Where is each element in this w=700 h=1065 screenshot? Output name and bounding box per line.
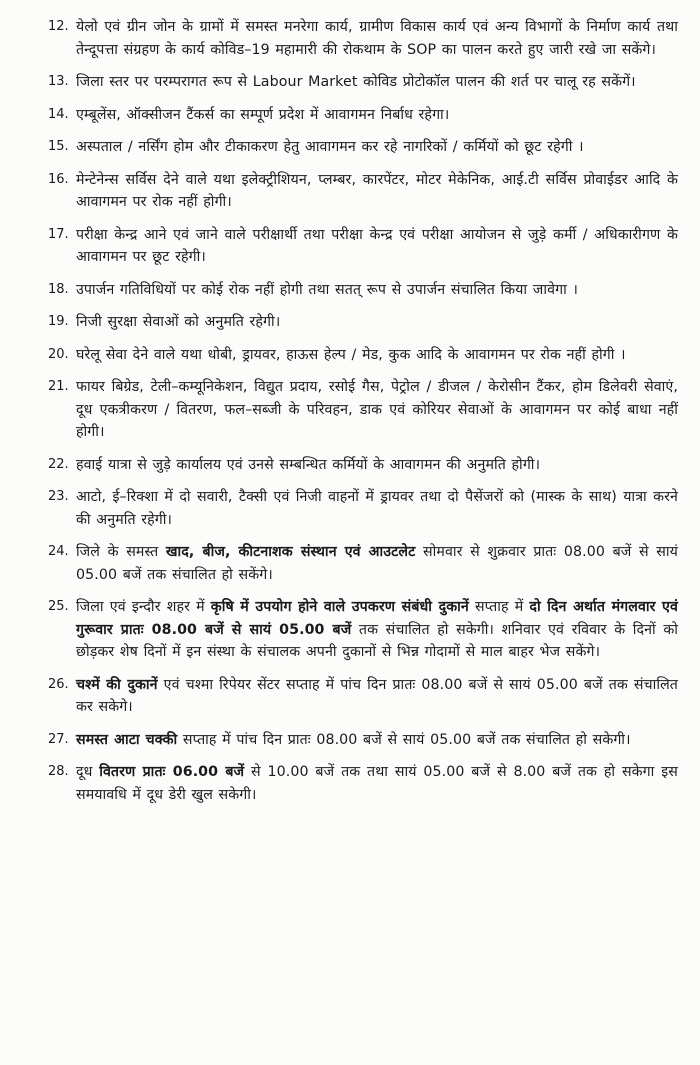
text-segment: घरेलू सेवा देने वाले यथा धोबी, ड्रायवर, हाऊस हेल्प / मेड, कुक आदि के आवागमन पर रोक नहीं होगी । <box>76 346 626 363</box>
text-segment: निजी सुरक्षा सेवाओं को अनुमति रहेगी। <box>76 314 281 330</box>
emphasis-text: कृषि में उपयोग होने वाले उपकरण संबंधी दुकानें <box>210 599 469 615</box>
order-item <box>48 761 678 806</box>
text-segment: से 10.00 बजें तक तथा सायं 05.00 बजें से 8.00 बजें तक हो सकेगा इस समयावधि में दूध डेरी खुल सकेगी। <box>76 764 678 803</box>
text-segment: येलो एवं ग्रीन जोन के ग्रामों में समस्त मनरेगा कार्य, ग्रामीण विकास कार्य एवं अन्य विभागों के निर्माण कार्य तथा तेन्दूपत्ता संग्रहण के कार्य कोविड–19 महामारी की रोकथाम के SOP का पालन करते हुए जारी रखे जा सकेंगे। <box>76 19 678 58</box>
text-segment: मेन्टेनेन्स सर्विस देने वाले यथा इलेक्ट्रीशियन, प्लम्बर, कारपेंटर, मोटर मेकेनिक, आई.टी सर्विस प्रोवाईडर आदि के आवागमन पर रोक नहीं होगी। <box>76 171 678 210</box>
item-text <box>76 454 678 477</box>
order-item <box>48 486 678 531</box>
emphasis-text: दो दिन अर्थात मंगलवार एवं गुरूवार प्रातः 08.00 बजें से सायं 05.00 बजें <box>76 599 678 638</box>
item-number: 28. <box>48 764 69 779</box>
order-item <box>48 104 678 127</box>
text-segment: जिला एवं इन्दौर शहर में <box>76 599 211 615</box>
item-number: 17. <box>48 226 69 242</box>
text-segment: तक संचालित हो सकेगी। शनिवार एवं रविवार के दिनों को छोड़कर शेष दिनों में इन संस्था के संचालक अपनी दुकानों से भिन्न गोदामों से माल बाहर भेज सकेंगे। <box>76 621 678 660</box>
item-number: 26. <box>48 676 69 692</box>
order-item <box>48 541 678 586</box>
text-segment: सप्ताह में पांच दिन प्रातः 08.00 बजें से सायं 05.00 बजें तक संचालित हो सकेगी। <box>177 731 631 748</box>
item-text <box>76 596 678 664</box>
order-item <box>48 311 678 334</box>
emphasis-text: वितरण प्रातः 06.00 बजें <box>99 764 245 780</box>
text-segment: फायर बिग्रेड, टेली–कम्यूनिकेशन, विद्युत प्रदाय, रसोई गैस, पेट्रोल / डीजल / केरोसीन टैंकर, होम डिलेवरी सेवाएं, दूध एकत्रीकरण / वितरण, फल–सब्जी के परिवहन, डाक एवं कोरियर सेवाओं के आवागमन पर कोई बाधा नहीं होगी। <box>76 379 678 440</box>
emphasis-text: खाद, बीज, कीटनाशक संस्थान एवं आउटलेट <box>165 544 416 560</box>
text-segment: जिला स्तर पर परम्परागत रूप से Labour Market कोविड प्रोटोकॉल पालन की शर्त पर चालू रह सकेंगें। <box>76 74 636 90</box>
text-segment: सप्ताह में <box>468 599 530 615</box>
text-segment: एम्बूलेंस, ऑक्सीजन टैंकर्स का सम्पूर्ण प्रदेश में आवागमन निर्बाध रहेगा। <box>76 106 450 123</box>
emphasis-text: समस्त आटा चक्की <box>76 731 178 748</box>
text-segment: जिले के समस्त <box>76 544 166 560</box>
order-item <box>48 71 678 94</box>
text-segment: एवं चश्मा रिपेयर सेंटर सप्ताह में पांच दिन प्रातः 08.00 बजें से सायं 05.00 बजें तक संचालित कर सकेगे। <box>76 676 678 715</box>
text-segment: दूध <box>76 764 100 780</box>
item-number: 15. <box>48 139 69 154</box>
text-segment: उपार्जन गतिविधियों पर कोई रोक नहीं होगी तथा सतत् रूप से उपार्जन संचालित किया जावेगा । <box>76 281 578 298</box>
item-text <box>76 729 678 752</box>
order-item <box>48 224 678 269</box>
emphasis-text: चश्में की दुकानें <box>76 676 158 693</box>
order-item <box>48 729 678 752</box>
item-text <box>76 136 678 159</box>
item-text <box>76 674 678 719</box>
item-text <box>76 376 678 444</box>
item-number: 25. <box>48 599 69 614</box>
item-text <box>76 104 678 127</box>
item-text <box>76 224 678 269</box>
text-segment: आटो, ई–रिक्शा में दो सवारी, टैक्सी एवं निजी वाहनों में ड्रायवर तथा दो पैसेंजरों को (मास्क के साथ) यात्रा करने की अनुमति रहेगी। <box>76 489 678 528</box>
item-number: 23. <box>48 489 69 504</box>
item-text <box>76 344 678 367</box>
order-item <box>48 674 678 719</box>
text-segment: परीक्षा केन्द्र आने एवं जाने वाले परीक्षार्थी तथा परीक्षा केन्द्र एवं परीक्षा आयोजन से जुड़े कर्मी / अधिकारीगण के आवागमन पर छूट रहेगी। <box>76 226 678 265</box>
item-number: 19. <box>48 314 69 329</box>
order-item <box>48 596 678 664</box>
item-text <box>76 71 678 94</box>
text-segment: अस्पताल / नर्सिंग होम और टीकाकरण हेतु आवागमन कर रहे नागरिकों / कर्मियों को छूट रहेगी । <box>76 139 584 155</box>
item-number: 20. <box>48 346 69 362</box>
item-number: 22. <box>48 456 69 472</box>
item-number: 12. <box>48 19 69 34</box>
text-segment: हवाई यात्रा से जुड़े कार्यालय एवं उनसे सम्बन्धित कर्मियों के आवागमन की अनुमति होगी। <box>76 456 541 473</box>
item-number: 27. <box>48 731 69 747</box>
item-number: 16. <box>48 171 69 187</box>
item-text <box>76 16 678 61</box>
order-item <box>48 16 678 61</box>
item-text <box>76 279 678 302</box>
item-text <box>76 541 678 586</box>
item-number: 14. <box>48 106 69 122</box>
item-number: 21. <box>48 379 69 394</box>
item-number: 18. <box>48 281 69 297</box>
item-text <box>76 311 678 334</box>
order-item <box>48 376 678 444</box>
order-item <box>48 344 678 367</box>
item-number: 24. <box>48 544 69 559</box>
item-text <box>76 486 678 531</box>
order-item <box>48 454 678 477</box>
order-item <box>48 279 678 302</box>
text-segment: सोमवार से शुक्रवार प्रातः 08.00 बजें से सायं 05.00 बजें तक संचालित हो सकेंगे। <box>76 544 678 583</box>
order-item <box>48 169 678 214</box>
item-text <box>76 169 678 214</box>
item-number: 13. <box>48 74 69 89</box>
order-item <box>48 136 678 159</box>
item-text <box>76 761 678 806</box>
